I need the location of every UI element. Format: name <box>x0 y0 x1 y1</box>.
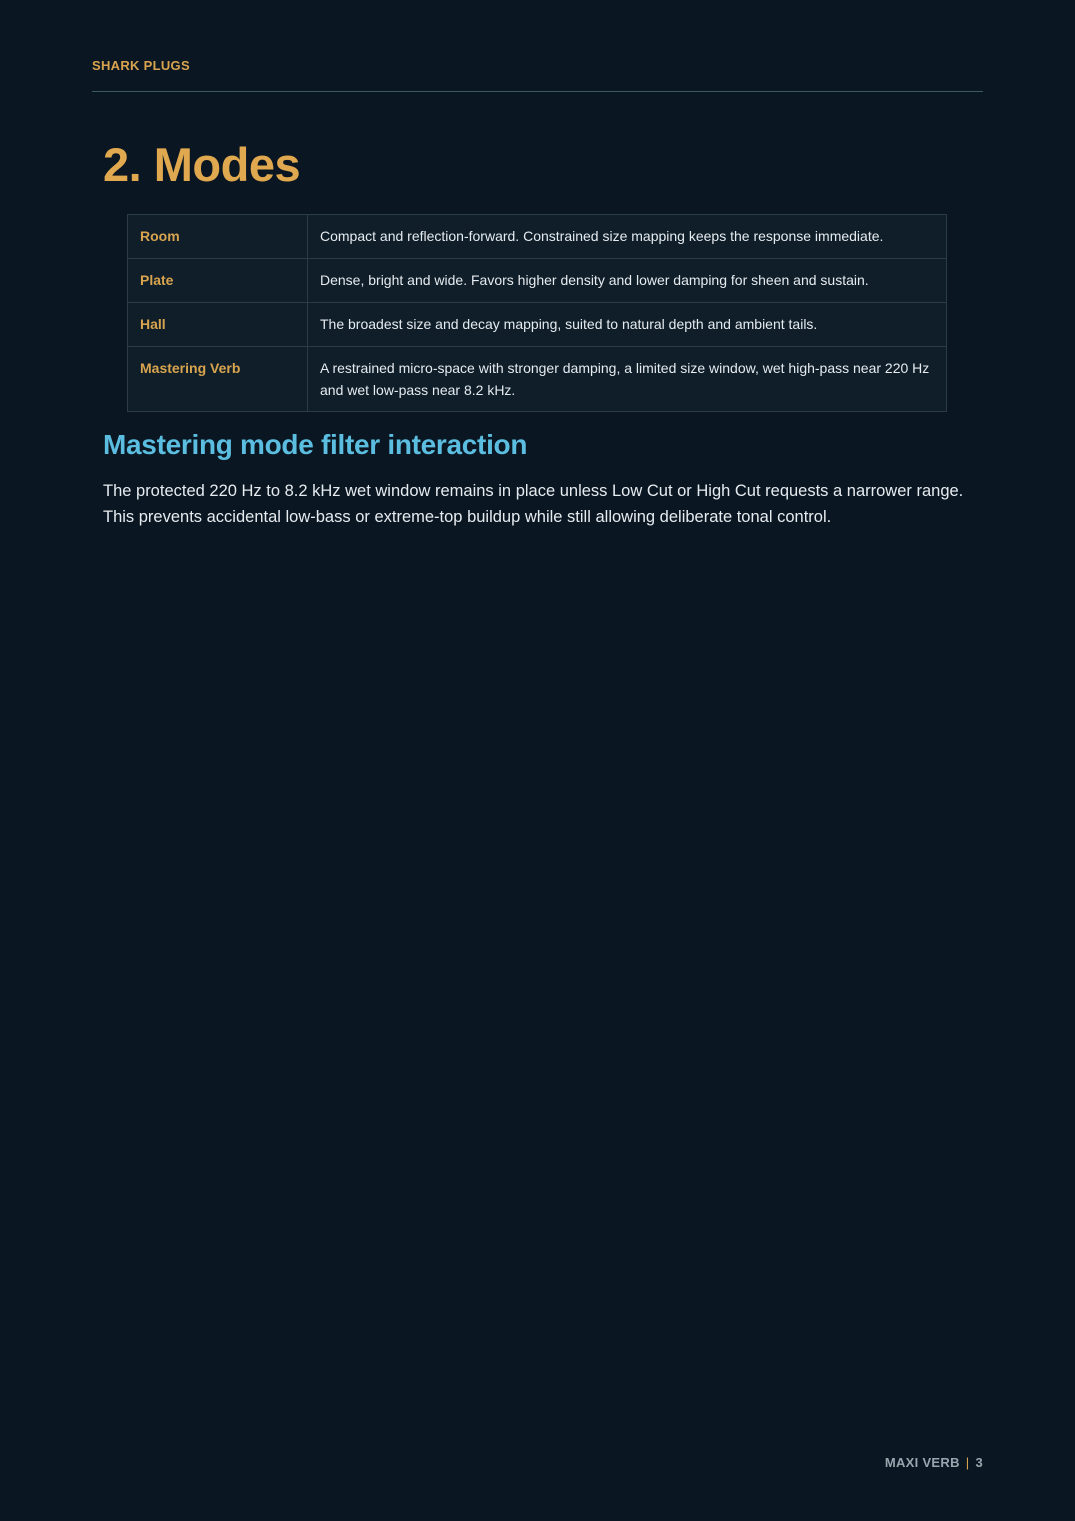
table-row <box>128 303 947 347</box>
page-title: 2. Modes <box>103 138 301 191</box>
brand-name: SHARK PLUGS <box>92 58 190 73</box>
section-body-text: The protected 220 Hz to 8.2 kHz wet window remains in place unless Low Cut or High Cut requests a narrower range. This prevents accidental low-bass or extreme-top buildup while still allowing deliberate tonal control. <box>103 482 964 526</box>
mode-name: Room <box>128 215 308 259</box>
mode-description: A restrained micro-space with stronger damping, a limited size window, wet high-pass near 220 Hz and wet low-pass near 8.2 kHz. <box>308 347 947 412</box>
page-number: 3 <box>975 1455 983 1470</box>
mode-name: Plate <box>128 259 308 303</box>
mode-description: Dense, bright and wide. Favors higher density and lower damping for sheen and sustain. <box>308 259 947 303</box>
mode-description: The broadest size and decay mapping, suited to natural depth and ambient tails. <box>308 303 947 347</box>
table-row <box>128 347 947 412</box>
mode-name: Hall <box>128 303 308 347</box>
footer-product-name: MAXI VERB <box>884 1455 960 1470</box>
header-divider <box>92 91 983 92</box>
modes-table <box>127 214 947 412</box>
page-footer <box>885 1455 983 1470</box>
table-row <box>128 259 947 303</box>
footer-separator: | <box>965 1455 970 1470</box>
mode-description: Compact and reflection-forward. Constrained size mapping keeps the response immediate. <box>308 215 947 259</box>
section-heading: Mastering mode filter interaction <box>103 429 528 460</box>
table-row <box>128 215 947 259</box>
mode-name: Mastering Verb <box>128 347 308 412</box>
